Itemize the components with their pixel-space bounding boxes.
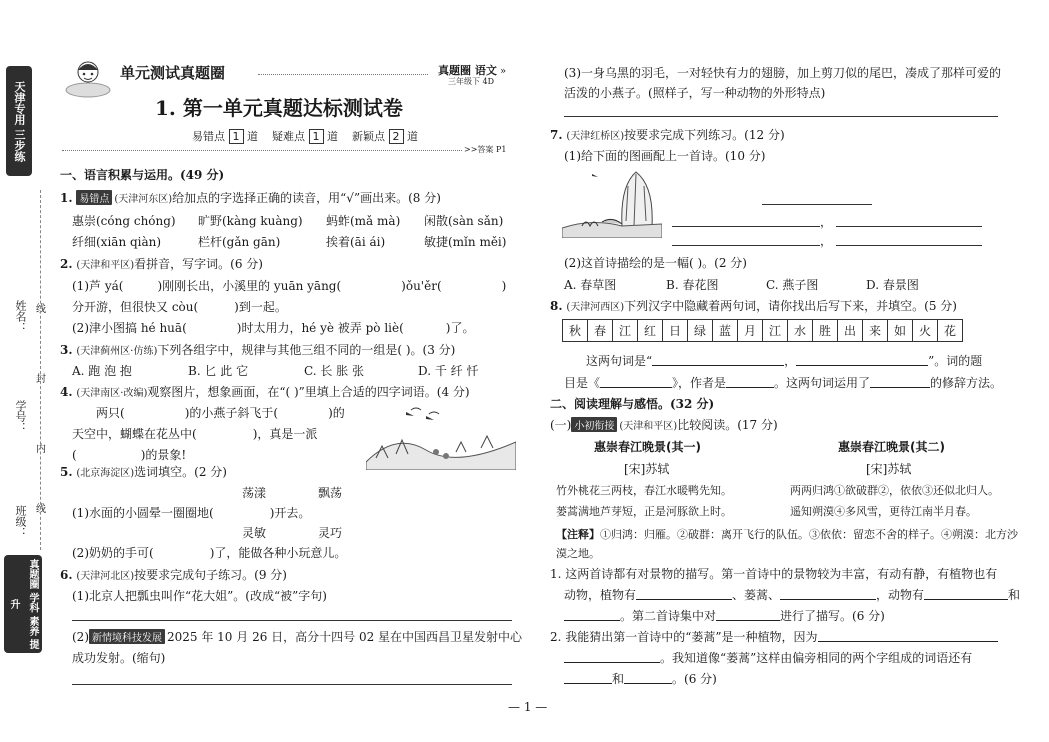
q7-sub-1: (1)给下面的图画配上一首诗。(10 分) [564,149,766,163]
q7-stem: 7. (天津红桥区)按要求完成下列练习。(12 分) [550,128,785,142]
q8-stem: 8. (天津河西区)下列汉字中隐藏着两句词，请你找出后写下来，并填空。(5 分) [550,299,957,313]
poem-notes-line-1: 【注释】①归鸿：归雁。②破群：离开飞行的队伍。③依依：留恋不舍的样子。④朔漠：北方沙 [556,528,1018,541]
q7-poem-line-1a[interactable] [672,226,820,227]
q7-comma-2: ， [820,234,833,248]
q4-source: (天津南区·改编) [76,388,148,399]
q7-poem-line-1b[interactable] [836,226,982,227]
poem-2-line-2: 遥知朔漠④多风雪，更待江南半月春。 [790,505,977,518]
brand-bottom-text: 真题圈 学科 素养 提升 [8,558,38,650]
q3-source: (天津蓟州区·仿练) [76,346,158,357]
header-rule [258,74,428,75]
difficulty-hard: 疑难点 [272,130,305,143]
q8-char[interactable]: 花 [938,320,963,342]
part-1-tag: 小初衔接 [571,417,617,432]
q5-stem: 5. (北京海淀区)选词填空。(2 分) [60,465,227,479]
seal-mark-2: 封 [36,374,46,385]
q8-char[interactable]: 来 [863,320,888,342]
q7-poem-line-2a[interactable] [672,245,820,246]
q8-char[interactable]: 蓝 [713,320,738,342]
top-right-subject: 真题圈 语文 [438,64,497,77]
q8-char[interactable]: 胜 [813,320,838,342]
section-2-heading: 二、阅读理解与感悟。(32 分) [550,397,715,411]
difficulty-unit-1: 道 [247,130,258,143]
brand-badge-bottom [4,555,42,653]
q8-char[interactable]: 出 [838,320,863,342]
poem-1-title: 惠崇春江晚景(其一) [594,440,701,454]
q3-option-b[interactable]: B. 匕 此 它 [188,364,249,378]
q7-text: 按要求完成下列练习。(12 分) [624,128,785,142]
reading-q1-line-2: 动物，植物有 、蒌蒿、 ，动物有 和 [564,588,1021,602]
q8-source: (天津河西区) [566,302,625,313]
q3-option-c[interactable]: C. 长 胀 张 [304,364,365,378]
top-right-grade: 三年级下 4D [448,77,495,86]
q1-text: 给加点的字选择正确的读音，用“√”画出来。(8 分) [172,191,441,205]
q7-comma-1: ， [820,215,833,229]
difficulty-easy-count: 1 [229,129,244,144]
q6-sentence-1: (1)北京人把瓢虫叫作“花大姐”。(改成“被”字句) [72,589,327,603]
mascot-logo [65,58,111,98]
reading-q2-line-1: 2. 我能猜出第一首诗中的“蒌蒿”是一种植物，因为 [550,628,998,645]
poem-2-line-1: 两两归鸿①欲破群②，依依③还似北归人。 [790,484,999,497]
q2-source: (天津和平区) [76,260,135,271]
q4-line-1: 两只( )的小燕子斜飞于( )的 [96,406,345,420]
q8-char[interactable]: 日 [663,320,688,342]
q8-character-grid [562,319,963,342]
q1-item-1[interactable]: 惠崇(cóng chóng) [72,214,176,228]
q1-item-6[interactable]: 栏杆(gǎn gān) [198,235,281,249]
difficulty-row [192,128,418,144]
q6-text: 按要求完成句子练习。(9 分) [134,568,287,582]
q4-line-2: 天空中，蝴蝶在花丛中( )，真是一派 [72,427,318,441]
q6-stem: 6. (天津河北区)按要求完成句子练习。(9 分) [60,568,287,582]
q8-char[interactable]: 江 [763,320,788,342]
q1-item-3[interactable]: 蚂蚱(mǎ mà) [326,214,401,228]
q8-char[interactable]: 秋 [563,320,588,342]
poem-1-line-1: 竹外桃花三两枝，春江水暖鸭先知。 [556,484,732,497]
test-title: 1. 第一单元真题达标测试卷 [155,96,403,120]
q5-sentence-1: (1)水面的小圆晕一圈圈地( )开去。 [72,506,311,520]
q4-illustration [366,402,516,470]
q2-text: 看拼音，写字词。(6 分) [134,257,263,271]
q1-item-8[interactable]: 敏捷(mǐn měi) [424,235,507,249]
q6-sentence-2: (2) 新情境科技发展 2025 年 10 月 26 日，高分十四号 02 星在中国西昌卫星发射中心 [72,630,523,644]
q8-char[interactable]: 春 [588,320,613,342]
q5-word-1: 荡漾 [242,486,267,500]
series-title: 单元测试真题圈 [120,64,226,82]
q6-tag: 新情境科技发展 [89,629,165,644]
top-right-arrows: » [500,66,507,77]
class-field-label: 班级： [14,505,27,538]
difficulty-new-count: 2 [389,129,404,144]
q1-item-4[interactable]: 闲散(sàn sǎn) [424,214,504,228]
q3-stem: 3. (天津蓟州区·仿练)下列各组字中，规律与其他三组不同的一组是( )。(3 分) [60,343,456,357]
q6-answer-line-1[interactable] [72,620,512,621]
header-divider [62,150,462,151]
q5-word-3: 灵敏 [242,526,267,540]
q2-line-2: 分开游，但很快又 còu( )到一起。 [72,300,287,314]
q6-answer-line-2[interactable] [72,684,512,685]
seal-mark-3: 内 [36,444,46,455]
poem-2-title: 惠崇春江晚景(其二) [838,440,945,454]
part-1-heading: (一) 小初衔接 (天津和平区)比较阅读。(17 分) [550,418,778,432]
q2-line-3: (2)津小图搞 hé huā( )时太用力，hé yè 被弄 pò liè( )了。 [72,321,475,335]
q6-sentence-3-line-1: (3)一身乌黑的羽毛，一对轻快有力的翅膀，加上剪刀似的尾巴，凑成了那样可爱的 [564,66,1002,80]
q8-char[interactable]: 如 [888,320,913,342]
q6-source: (天津河北区) [76,571,135,582]
q1-source: (天津河东区) [114,194,173,205]
difficulty-unit-2: 道 [327,130,338,143]
q5-sentence-2: (2)奶奶的手可( )了，能做各种小玩意儿。 [72,546,347,560]
q8-char[interactable]: 水 [788,320,813,342]
q8-char[interactable]: 火 [913,320,938,342]
q7-option-c[interactable]: C. 燕子图 [766,278,819,292]
q2-stem: 2. (天津和平区)看拼音，写字词。(6 分) [60,257,263,271]
q1-item-2[interactable]: 旷野(kàng kuàng) [198,214,303,228]
answer-reference: >>答案 P1 [464,145,507,154]
q5-word-2: 飘荡 [318,486,343,500]
q6-sentence-3-line-2: 活泼的小燕子。(照样子，写一种动物的外形特点) [564,86,826,100]
q7-illustration [562,166,662,238]
difficulty-new: 新颖点 [352,130,385,143]
q1-item-7[interactable]: 挨着(āi ái) [326,235,386,249]
q6-sentence-2-cont: 成功发射。(缩句) [72,651,166,665]
q7-source: (天津红桥区) [566,131,625,142]
q4-line-3: ( )的景象! [72,448,187,462]
q8-char[interactable]: 绿 [688,320,713,342]
seal-mark-4: 线 [36,504,46,515]
q7-sub-2: (2)这首诗描绘的是一幅( )。(2 分) [564,256,747,270]
q7-option-b[interactable]: B. 春花图 [666,278,719,292]
brand-top-text: 天津专用 三步练 [13,80,26,162]
brand-badge-top [6,66,32,176]
poem-1-line-2: 蒌蒿满地芦芽短，正是河豚欲上时。 [556,505,732,518]
page-number: — 1 — [508,700,548,714]
difficulty-unit-3: 道 [407,130,418,143]
poem-2-author: [宋]苏轼 [866,462,912,476]
q8-char[interactable]: 月 [738,320,763,342]
reading-q2-line-2: 。我知道像“蒌蒿”这样由偏旁相同的两个字组成的词语还有 [564,649,972,666]
q1-item-5[interactable]: 纤细(xiān qiàn) [72,235,162,249]
q4-text: 观察图片，想象画面，在“( )”里填上合适的四字词语。(4 分) [147,385,470,399]
difficulty-easy: 易错点 [192,130,225,143]
q7-option-d[interactable]: D. 春景图 [866,278,919,292]
q3-option-d[interactable]: D. 千 纤 忏 [418,364,479,378]
poem-1-author: [宋]苏轼 [624,462,670,476]
q3-option-a[interactable]: A. 跑 泡 抱 [72,364,132,378]
q2-line-1: (1)芦 yá( )刚刚长出，小溪里的 yuān yāng( )ǒu'ěr( ) [72,279,507,293]
reading-q1-line-1: 1. 这两首诗都有对景物的描写。第一首诗中的景物较为丰富，有动有静，有植物也有 [550,567,998,581]
seal-dashed-line [40,190,41,550]
poem-notes-line-2: 漠之地。 [556,547,600,560]
q7-option-a[interactable]: A. 春草图 [564,278,617,292]
q5-source: (北京海淀区) [76,468,135,479]
q4-stem: 4. (天津南区·改编)观察图片，想象画面，在“( )”里填上合适的四字词语。(4 分) [60,385,470,399]
difficulty-hard-count: 1 [309,129,324,144]
q7-poem-line-2b[interactable] [836,245,982,246]
number-field-label: 学号： [14,400,27,433]
section-1-heading: 一、语言积累与运用。(49 分) [60,168,225,182]
q6-answer-line-3[interactable] [564,116,998,117]
reading-q1-line-3: 。第二首诗集中对 进行了描写。(6 分) [564,607,885,624]
q8-char[interactable]: 红 [638,320,663,342]
q1-tag: 易错点 [76,190,112,205]
q8-char[interactable]: 江 [613,320,638,342]
q8-fill-line-1: 这两句词是“ ， ”。词的题 [586,354,983,368]
q1-stem: 1. 易错点 (天津河东区)给加点的字选择正确的读音，用“√”画出来。(8 分) [60,191,441,205]
q7-poem-title-line[interactable] [762,204,872,205]
reading-q2-line-3: 和 。(6 分) [564,670,717,687]
q5-word-4: 灵巧 [318,526,343,540]
q8-fill-line-2: 目是《 》，作者是 。这两句词运用了 的修辞方法。 [564,376,1003,390]
q5-text: 选词填空。(2 分) [134,465,227,479]
seal-mark-1: 线 [36,304,46,315]
name-field-label: 姓名： [14,300,27,333]
q8-text: 下列汉字中隐藏着两句词，请你找出后写下来，并填空。(5 分) [624,299,957,313]
q3-text: 下列各组字中，规律与其他三组不同的一组是( )。(3 分) [157,343,456,357]
